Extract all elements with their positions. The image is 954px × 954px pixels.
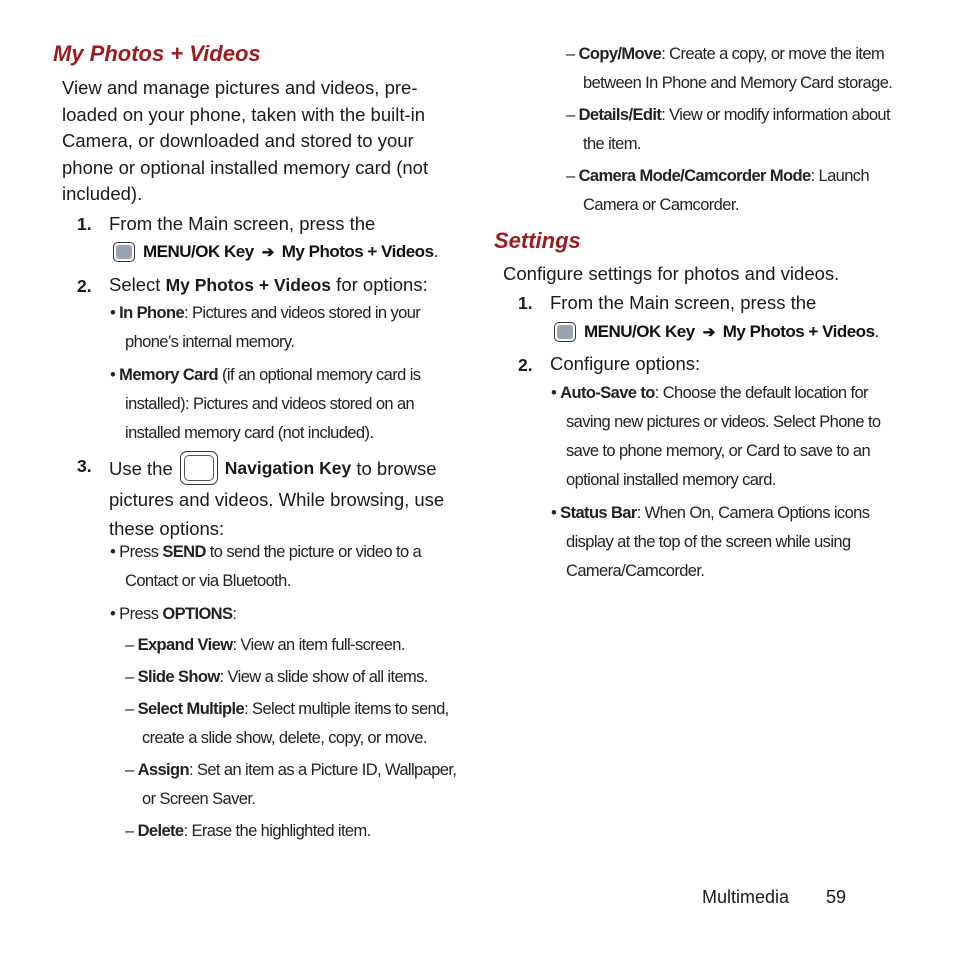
bullet-icon: • xyxy=(551,384,557,402)
arrow-right-icon: ➔ xyxy=(702,324,715,341)
step-number: 2. xyxy=(77,276,92,296)
bullet-pre: Press xyxy=(119,605,163,623)
option-select-multiple xyxy=(125,695,449,753)
option-text: : Create a copy, or move the item xyxy=(661,45,885,63)
bullet-text: : Pictures and videos stored in your xyxy=(184,304,421,322)
bullet-memory-card xyxy=(110,361,420,448)
step-text-pre: Select xyxy=(109,274,166,295)
section-heading-my-photos-videos: My Photos + Videos xyxy=(53,41,261,66)
option-bold: Copy/Move xyxy=(578,45,662,63)
bullet-status-bar xyxy=(551,499,869,586)
period: . xyxy=(874,322,879,341)
bullet-icon: • xyxy=(110,304,116,322)
bullet-pre: Press xyxy=(119,543,163,561)
dash-icon: – xyxy=(125,822,134,840)
dash-icon: – xyxy=(566,167,575,185)
option-text: : Select multiple items to send, xyxy=(244,700,449,718)
option-bold: Slide Show xyxy=(137,668,220,686)
arrow-right-icon: ➔ xyxy=(261,244,274,261)
bullet-text: : When On, Camera Options icons xyxy=(636,504,870,522)
option-text: between In Phone and Memory Card storage. xyxy=(583,74,893,92)
settings-intro: Configure settings for photos and videos. xyxy=(503,263,840,284)
option-text: the item. xyxy=(583,135,641,153)
option-expand-view xyxy=(125,631,405,660)
step-number: 2. xyxy=(518,355,533,375)
step-text: From the Main screen, press the xyxy=(550,292,817,313)
destination-label: My Photos + Videos xyxy=(722,322,875,341)
menu-ok-key-label: MENU/OK Key xyxy=(584,322,695,341)
menu-ok-key-label: MENU/OK Key xyxy=(143,242,254,261)
step-number: 1. xyxy=(77,214,92,234)
bullet-text: display at the top of the screen while using xyxy=(566,533,851,551)
dash-icon: – xyxy=(566,45,575,63)
bullet-text: phone’s internal memory. xyxy=(125,333,295,351)
bullet-send xyxy=(110,538,421,596)
bullet-text: Contact or via Bluetooth. xyxy=(125,572,291,590)
bullet-text: saving new pictures or videos. Select Phone to xyxy=(566,413,881,431)
option-bold: Details/Edit xyxy=(578,106,662,124)
option-text: : Erase the highlighted item. xyxy=(183,822,371,840)
step-text-post: for options: xyxy=(331,274,428,295)
bullet-text: (if an optional memory card is xyxy=(218,366,421,384)
intro-line: loaded on your phone, taken with the built-in xyxy=(62,103,426,125)
navigation-key-icon xyxy=(180,451,218,485)
dash-icon: – xyxy=(125,761,134,779)
option-text: : View or modify information about xyxy=(661,106,890,124)
bullet-text: save to phone memory, or Card to save to an xyxy=(566,442,871,460)
key-path xyxy=(554,322,879,342)
bullet-icon: • xyxy=(551,504,557,522)
bullet-auto-save xyxy=(551,379,881,495)
bullet-in-phone xyxy=(110,299,420,357)
step-text-bold: My Photos + Videos xyxy=(165,275,332,295)
bullet-bold: Memory Card xyxy=(119,366,219,384)
option-text: : View a slide show of all items. xyxy=(219,668,428,686)
dash-icon: – xyxy=(566,106,575,124)
intro-line: View and manage pictures and videos, pre- xyxy=(62,77,418,98)
bullet-icon: • xyxy=(110,543,116,561)
step-text-post: to browse xyxy=(351,457,437,479)
bullet-bold: OPTIONS xyxy=(162,605,233,623)
step-text-line: pictures and videos. While browsing, use xyxy=(109,489,445,510)
option-bold: Camera Mode/Camcorder Mode xyxy=(578,167,811,185)
option-bold: Select Multiple xyxy=(137,700,245,718)
intro-paragraph xyxy=(62,75,428,208)
step-number: 1. xyxy=(518,293,533,313)
intro-line: included). xyxy=(62,183,143,204)
menu-ok-key-icon xyxy=(113,242,135,262)
option-bold: Expand View xyxy=(137,636,233,654)
footer-page-number: 59 xyxy=(826,887,847,907)
bullet-text: Camera/Camcorder. xyxy=(566,562,705,580)
bullet-icon: • xyxy=(110,605,116,623)
option-bold: Delete xyxy=(137,822,184,840)
step-text-line: these options: xyxy=(109,518,225,539)
option-text: or Screen Saver. xyxy=(142,790,256,808)
step-text: From the Main screen, press the xyxy=(109,213,376,234)
step-text xyxy=(109,451,444,543)
option-delete xyxy=(125,817,371,846)
step-text-pre: Use the xyxy=(109,457,173,479)
option-text: create a slide show, delete, copy, or move. xyxy=(142,729,427,747)
option-text: Camera or Camcorder. xyxy=(583,196,739,214)
step-text xyxy=(109,272,428,299)
footer-section-name: Multimedia xyxy=(702,887,790,907)
option-text: : View an item full-screen. xyxy=(232,636,405,654)
bullet-bold: SEND xyxy=(162,543,206,561)
dash-icon: – xyxy=(125,700,134,718)
option-text: : Set an item as a Picture ID, Wallpaper, xyxy=(188,761,457,779)
key-path xyxy=(113,242,438,262)
option-bold: Assign xyxy=(137,761,189,779)
bullet-text: optional installed memory card. xyxy=(566,471,776,489)
menu-ok-key-icon xyxy=(554,322,576,342)
bullet-options xyxy=(110,600,236,629)
destination-label: My Photos + Videos xyxy=(281,242,434,261)
option-copy-move xyxy=(566,40,892,98)
option-slide-show xyxy=(125,663,428,692)
step-text-bold: Navigation Key xyxy=(224,457,352,478)
bullet-bold: Auto-Save to xyxy=(560,384,655,402)
option-details-edit xyxy=(566,101,890,159)
bullet-text: : Choose the default location for xyxy=(654,384,868,402)
bullet-post: : xyxy=(232,605,237,623)
intro-line: phone or optional installed memory card (not xyxy=(62,156,429,178)
bullet-text: to send the picture or video to a xyxy=(205,543,422,561)
bullet-icon: • xyxy=(110,366,116,384)
dash-icon: – xyxy=(125,636,134,654)
bullet-text: installed memory card (not included). xyxy=(125,424,374,442)
section-heading-settings: Settings xyxy=(494,228,581,253)
period: . xyxy=(433,242,438,261)
option-assign xyxy=(125,756,456,814)
step-number: 3. xyxy=(77,456,92,476)
bullet-text: installed): Pictures and videos stored on an xyxy=(125,395,415,413)
bullet-bold: In Phone xyxy=(119,304,185,322)
intro-line: Camera, or downloaded and stored to your xyxy=(62,130,414,151)
dash-icon: – xyxy=(125,668,134,686)
option-camera-mode xyxy=(566,162,869,220)
option-text: : Launch xyxy=(810,167,870,185)
step-text: Configure options: xyxy=(550,353,701,374)
bullet-bold: Status Bar xyxy=(560,504,637,522)
